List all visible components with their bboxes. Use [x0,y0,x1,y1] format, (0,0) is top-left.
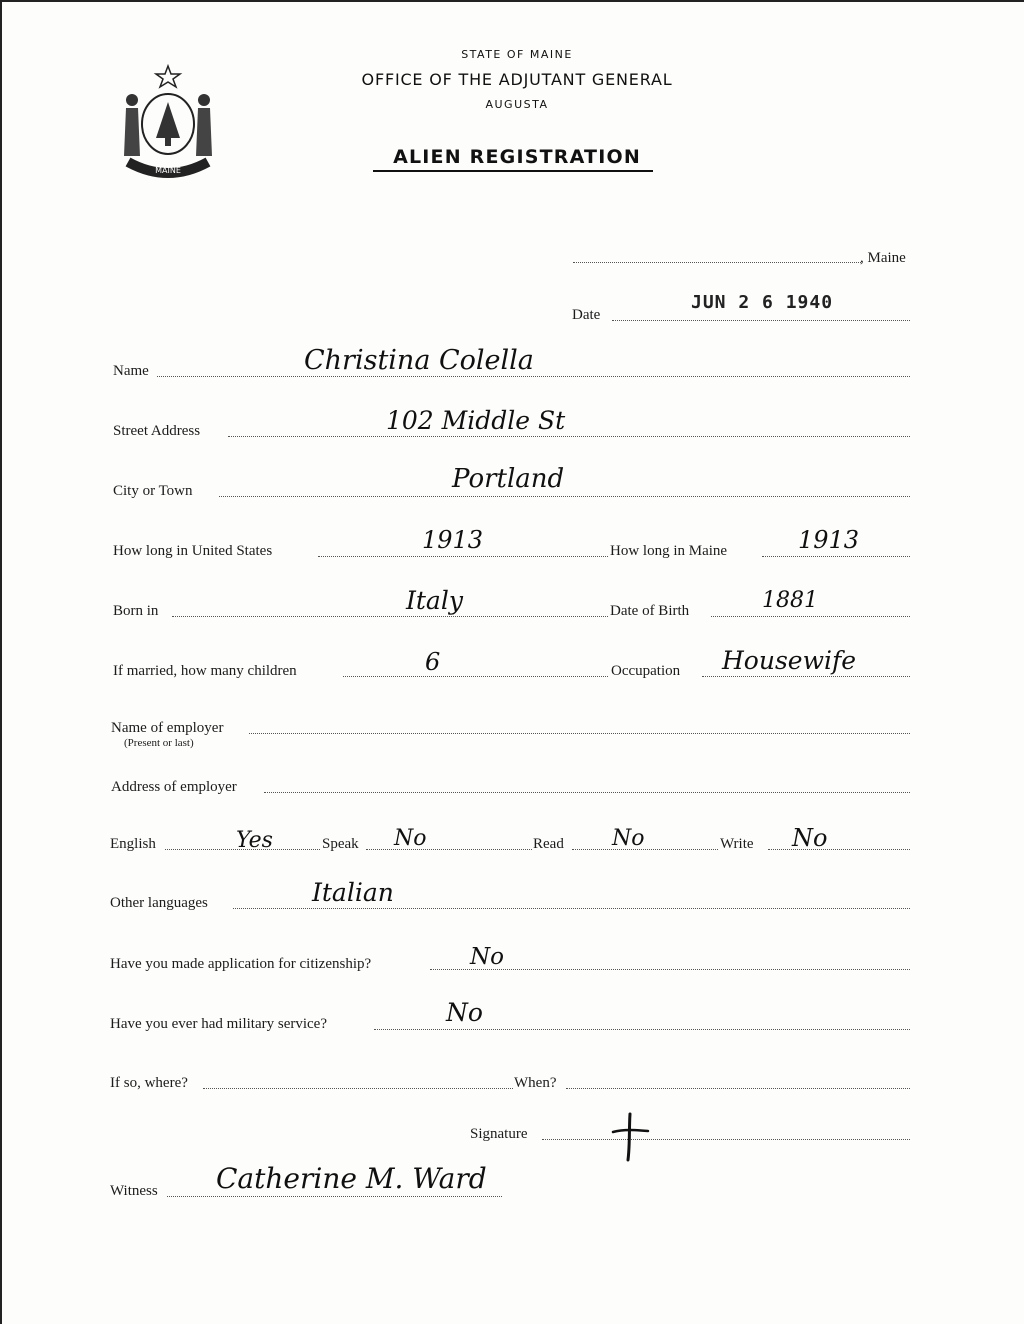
header-city: AUGUSTA [485,98,549,111]
military-value: No [446,998,483,1027]
how-long-us-value: 1913 [422,526,484,554]
employer-line [249,733,910,734]
date-of-birth-value: 1881 [762,588,818,613]
citizenship-value: No [470,944,504,970]
when-label: When? [514,1075,557,1091]
header-state: STATE OF MAINE [461,48,573,61]
place-line [573,262,861,263]
english-label: English [110,836,156,852]
witness-line [167,1196,502,1197]
seal-text: MAINE [155,166,181,175]
write-value: No [792,824,828,852]
born-in-line [172,616,608,617]
speak-value: No [394,826,427,851]
title-underline [373,170,653,172]
date-of-birth-line [711,616,910,617]
signature-cross-mark-icon [610,1110,650,1162]
children-line [343,676,608,677]
employer-note: (Present or last) [124,737,194,749]
employer-address-line [264,792,910,793]
signature-line [542,1139,910,1140]
maine-label: , Maine [860,250,906,266]
street-value: 102 Middle St [386,406,566,435]
how-long-maine-value: 1913 [798,526,860,554]
when-line [566,1088,910,1089]
occupation-value: Housewife [722,646,857,675]
other-languages-line [233,908,910,909]
street-label: Street Address [113,423,201,439]
city-line [219,496,910,497]
write-label: Write [720,836,754,852]
how-long-us-label: How long in United States [113,543,273,559]
military-line [374,1029,910,1030]
children-value: 6 [425,648,441,676]
witness-value: Catherine M. Ward [216,1162,487,1195]
form-title: ALIEN REGISTRATION [393,146,641,168]
occupation-label: Occupation [611,663,681,679]
date-label: Date [572,307,601,323]
how-long-us-line [318,556,608,557]
street-line [228,436,910,437]
signature-label: Signature [470,1126,528,1142]
other-languages-value: Italian [312,878,394,907]
employer-label: Name of employer [111,720,224,736]
name-line [157,376,910,377]
other-languages-label: Other languages [110,895,208,911]
born-in-label: Born in [113,603,159,619]
date-line [612,320,910,321]
employer-address-label: Address of employer [111,779,237,795]
how-long-maine-label: How long in Maine [610,543,728,559]
if-so-where-line [203,1088,513,1089]
military-label: Have you ever had military service? [110,1016,327,1032]
read-label: Read [533,836,564,852]
write-line [768,849,910,850]
city-value: Portland [452,464,565,494]
name-label: Name [113,363,149,379]
citizenship-label: Have you made application for citizenship? [110,956,372,972]
occupation-line [702,676,910,677]
date-stamp: JUN 2 6 1940 [691,292,834,313]
state-seal-icon [112,60,224,190]
if-so-where-label: If so, where? [110,1075,188,1091]
english-value: Yes [236,828,273,853]
children-label: If married, how many children [113,663,297,679]
speak-line [366,849,532,850]
speak-label: Speak [322,836,359,852]
city-label: City or Town [113,483,193,499]
read-value: No [612,826,645,851]
date-of-birth-label: Date of Birth [610,603,690,619]
witness-label: Witness [110,1183,158,1199]
read-line [572,849,718,850]
header-office: OFFICE OF THE ADJUTANT GENERAL [361,70,673,89]
name-value: Christina Colella [304,345,534,376]
how-long-maine-line [762,556,910,557]
born-in-value: Italy [406,586,463,615]
